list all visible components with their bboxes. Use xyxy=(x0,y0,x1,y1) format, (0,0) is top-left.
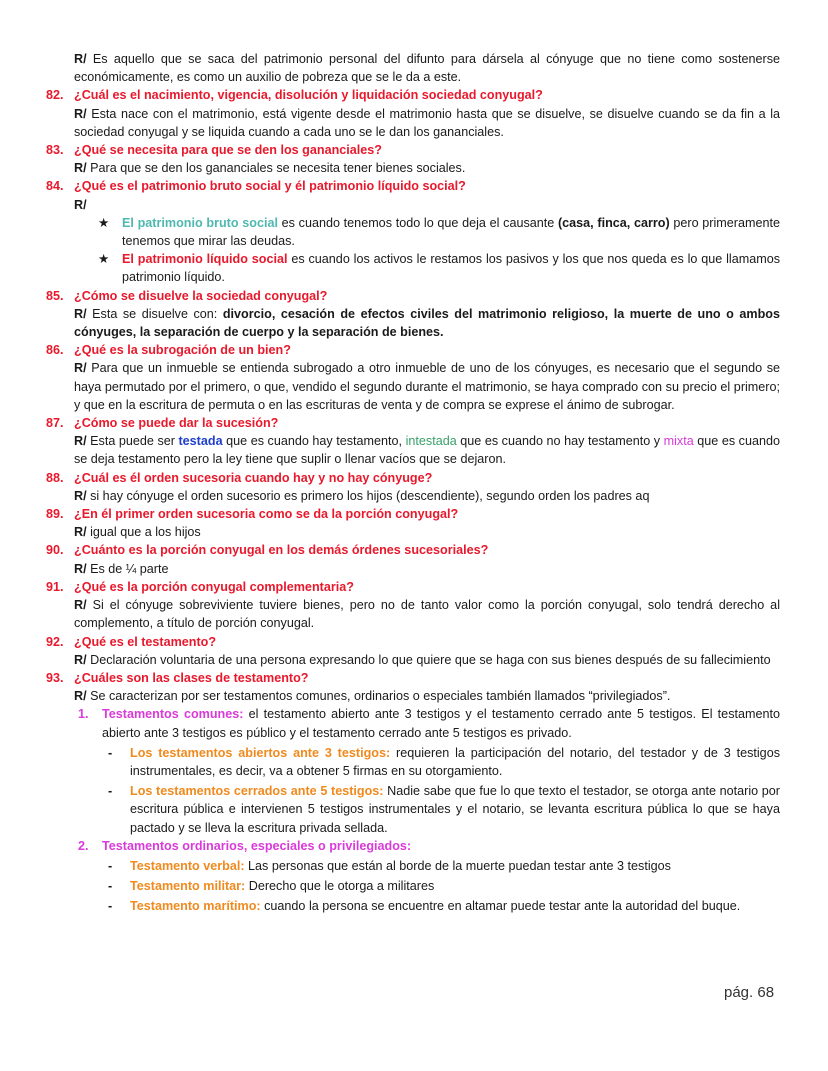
question-88: 88. ¿Cuál es él orden sucesoria cuando hay y no hay cónyuge? xyxy=(46,470,433,485)
sublist-item-cerrados: - Los testamentos cerrados ante 5 testigos: Nadie sabe que fue lo que texto el testador, se otorga ante notario por escritura pública e intervienen 5 testigos instrumentales y el notario, se levanta escritura pública lo que se haya pactado y se lleva la escritura privada sellada. xyxy=(108,784,780,835)
list-item-testamentos-ordinarios: 2. Testamentos ordinarios, especiales o privilegiados: xyxy=(78,838,412,853)
sublist-item-maritimo: - Testamento marítimo: cuando la persona se encuentre en altamar puede testar ante la autoridad del buque. xyxy=(108,899,741,914)
question-84: 84. ¿Qué es el patrimonio bruto social y él patrimonio líquido social? xyxy=(46,179,466,194)
answer-90: R/ Es de ¼ parte xyxy=(74,561,169,576)
answer-81: R/ Es aquello que se saca del patrimonio personal del difunto para dársela al cónyuge que no tiene como sostenerse económicamente, es como un auxilio de pobreza que se le da a este. xyxy=(74,52,780,85)
answer-93: R/ Se caracterizan por ser testamentos comunes, ordinarios o especiales también llamados “privilegiados”. xyxy=(74,689,671,704)
answer-85: R/ Esta se disuelve con: divorcio, cesación de efectos civiles del matrimonio religioso, la muerte de uno o ambos cónyuges, la separación de cuerpo y la separación de bienes. xyxy=(74,306,780,340)
answer-86: R/ Para que un inmueble se entienda subrogado a otro inmueble de uno de los cónyuges, es necesario que el segundo se haya permutado por el primero, o que, vendido el segundo durante el matrimonio, se haya comprado con su precio el primero; y que en la escritura de permuta o en las escrituras de venta y de compra se exprese el ánimo de subrogar. xyxy=(74,361,780,412)
sublist-item-verbal: - Testamento verbal: Las personas que están al borde de la muerte puedan testar ante 3 testigos xyxy=(108,858,671,873)
answer-87: R/ Esta puede ser testada que es cuando hay testamento, intestada que es cuando no hay testamento y mixta que es cuando se deja testamento pero la ley tiene que suplir o llenar vacíos que se dejaron. xyxy=(74,434,780,467)
question-83: 83. ¿Qué se necesita para que se den los gananciales? xyxy=(46,143,382,158)
question-85: 85. ¿Cómo se disuelve la sociedad conyugal? xyxy=(46,288,328,303)
answer-82: R/ Esta nace con el matrimonio, está vigente desde el matrimonio hasta que se disuelve, se disuelve cuando se da fin a la sociedad conyugal y se liquida cuando a cada uno se le dan los gananciales. xyxy=(74,106,780,139)
sublist-item-militar: - Testamento militar: Derecho que le otorga a militares xyxy=(108,879,435,894)
page-number: pág. 68 xyxy=(724,984,775,1001)
answer-89: R/ igual que a los hijos xyxy=(74,525,201,540)
answer-84: R/ xyxy=(74,197,87,212)
answer-92: R/ Declaración voluntaria de una persona expresando lo que quiere que se haga con sus bienes después de su fallecimiento xyxy=(74,652,771,667)
list-item-testamentos-comunes: 1. Testamentos comunes: el testamento abierto ante 3 testigos y el testamento cerrado ante 5 testigos. El testamento abierto ante 3 testigos es público y el testamento cerrado ante 5 testigos es privado. xyxy=(78,707,780,740)
answer-83: R/ Para que se den los gananciales se necesita tener bienes sociales. xyxy=(74,161,466,176)
question-91: 91. ¿Qué es la porción conyugal complementaria? xyxy=(46,579,354,594)
question-89: 89. ¿En él primer orden sucesoria como se da la porción conyugal? xyxy=(46,507,459,522)
question-93: 93. ¿Cuáles son las clases de testamento? xyxy=(46,670,309,685)
question-87: 87. ¿Cómo se puede dar la sucesión? xyxy=(46,416,279,431)
answer-91: R/ Si el cónyuge sobreviviente tuviere bienes, pero no de tanto valor como la porción conyugal, solo tendrá derecho al complemento, a título de porción conyugal. xyxy=(74,598,780,631)
star-bullet-icon: ★ xyxy=(98,215,110,230)
question-82: 82. ¿Cuál es el nacimiento, vigencia, disolución y liquidación sociedad conyugal? xyxy=(46,88,543,103)
question-92: 92. ¿Qué es el testamento? xyxy=(46,634,217,649)
answer-88: R/ si hay cónyuge el orden sucesorio es primero los hijos (descendiente), segundo orden los padres aq xyxy=(74,488,650,503)
question-90: 90. ¿Cuánto es la porción conyugal en los demás órdenes sucesoriales? xyxy=(46,543,489,558)
list-item-patrimonio-bruto: ★ El patrimonio bruto social es cuando tenemos todo lo que deja el causante (casa, finca, carro) pero primeramente tenemos que mirar las deudas. xyxy=(46,214,780,250)
question-86: 86. ¿Qué es la subrogación de un bien? xyxy=(46,343,291,358)
star-bullet-icon: ★ xyxy=(98,252,110,267)
sublist-item-abiertos: - Los testamentos abiertos ante 3 testigos: requieren la participación del notario, del testador y de 3 testigos instrumentales, es decir, va a obtener 5 firmas en su otorgamiento. xyxy=(108,745,780,778)
page-content xyxy=(46,50,780,916)
list-item-patrimonio-liquido: ★ El patrimonio líquido social es cuando los activos le restamos los pasivos y los que nos queda es lo que llamamos patrimonio líquido. xyxy=(46,250,780,286)
